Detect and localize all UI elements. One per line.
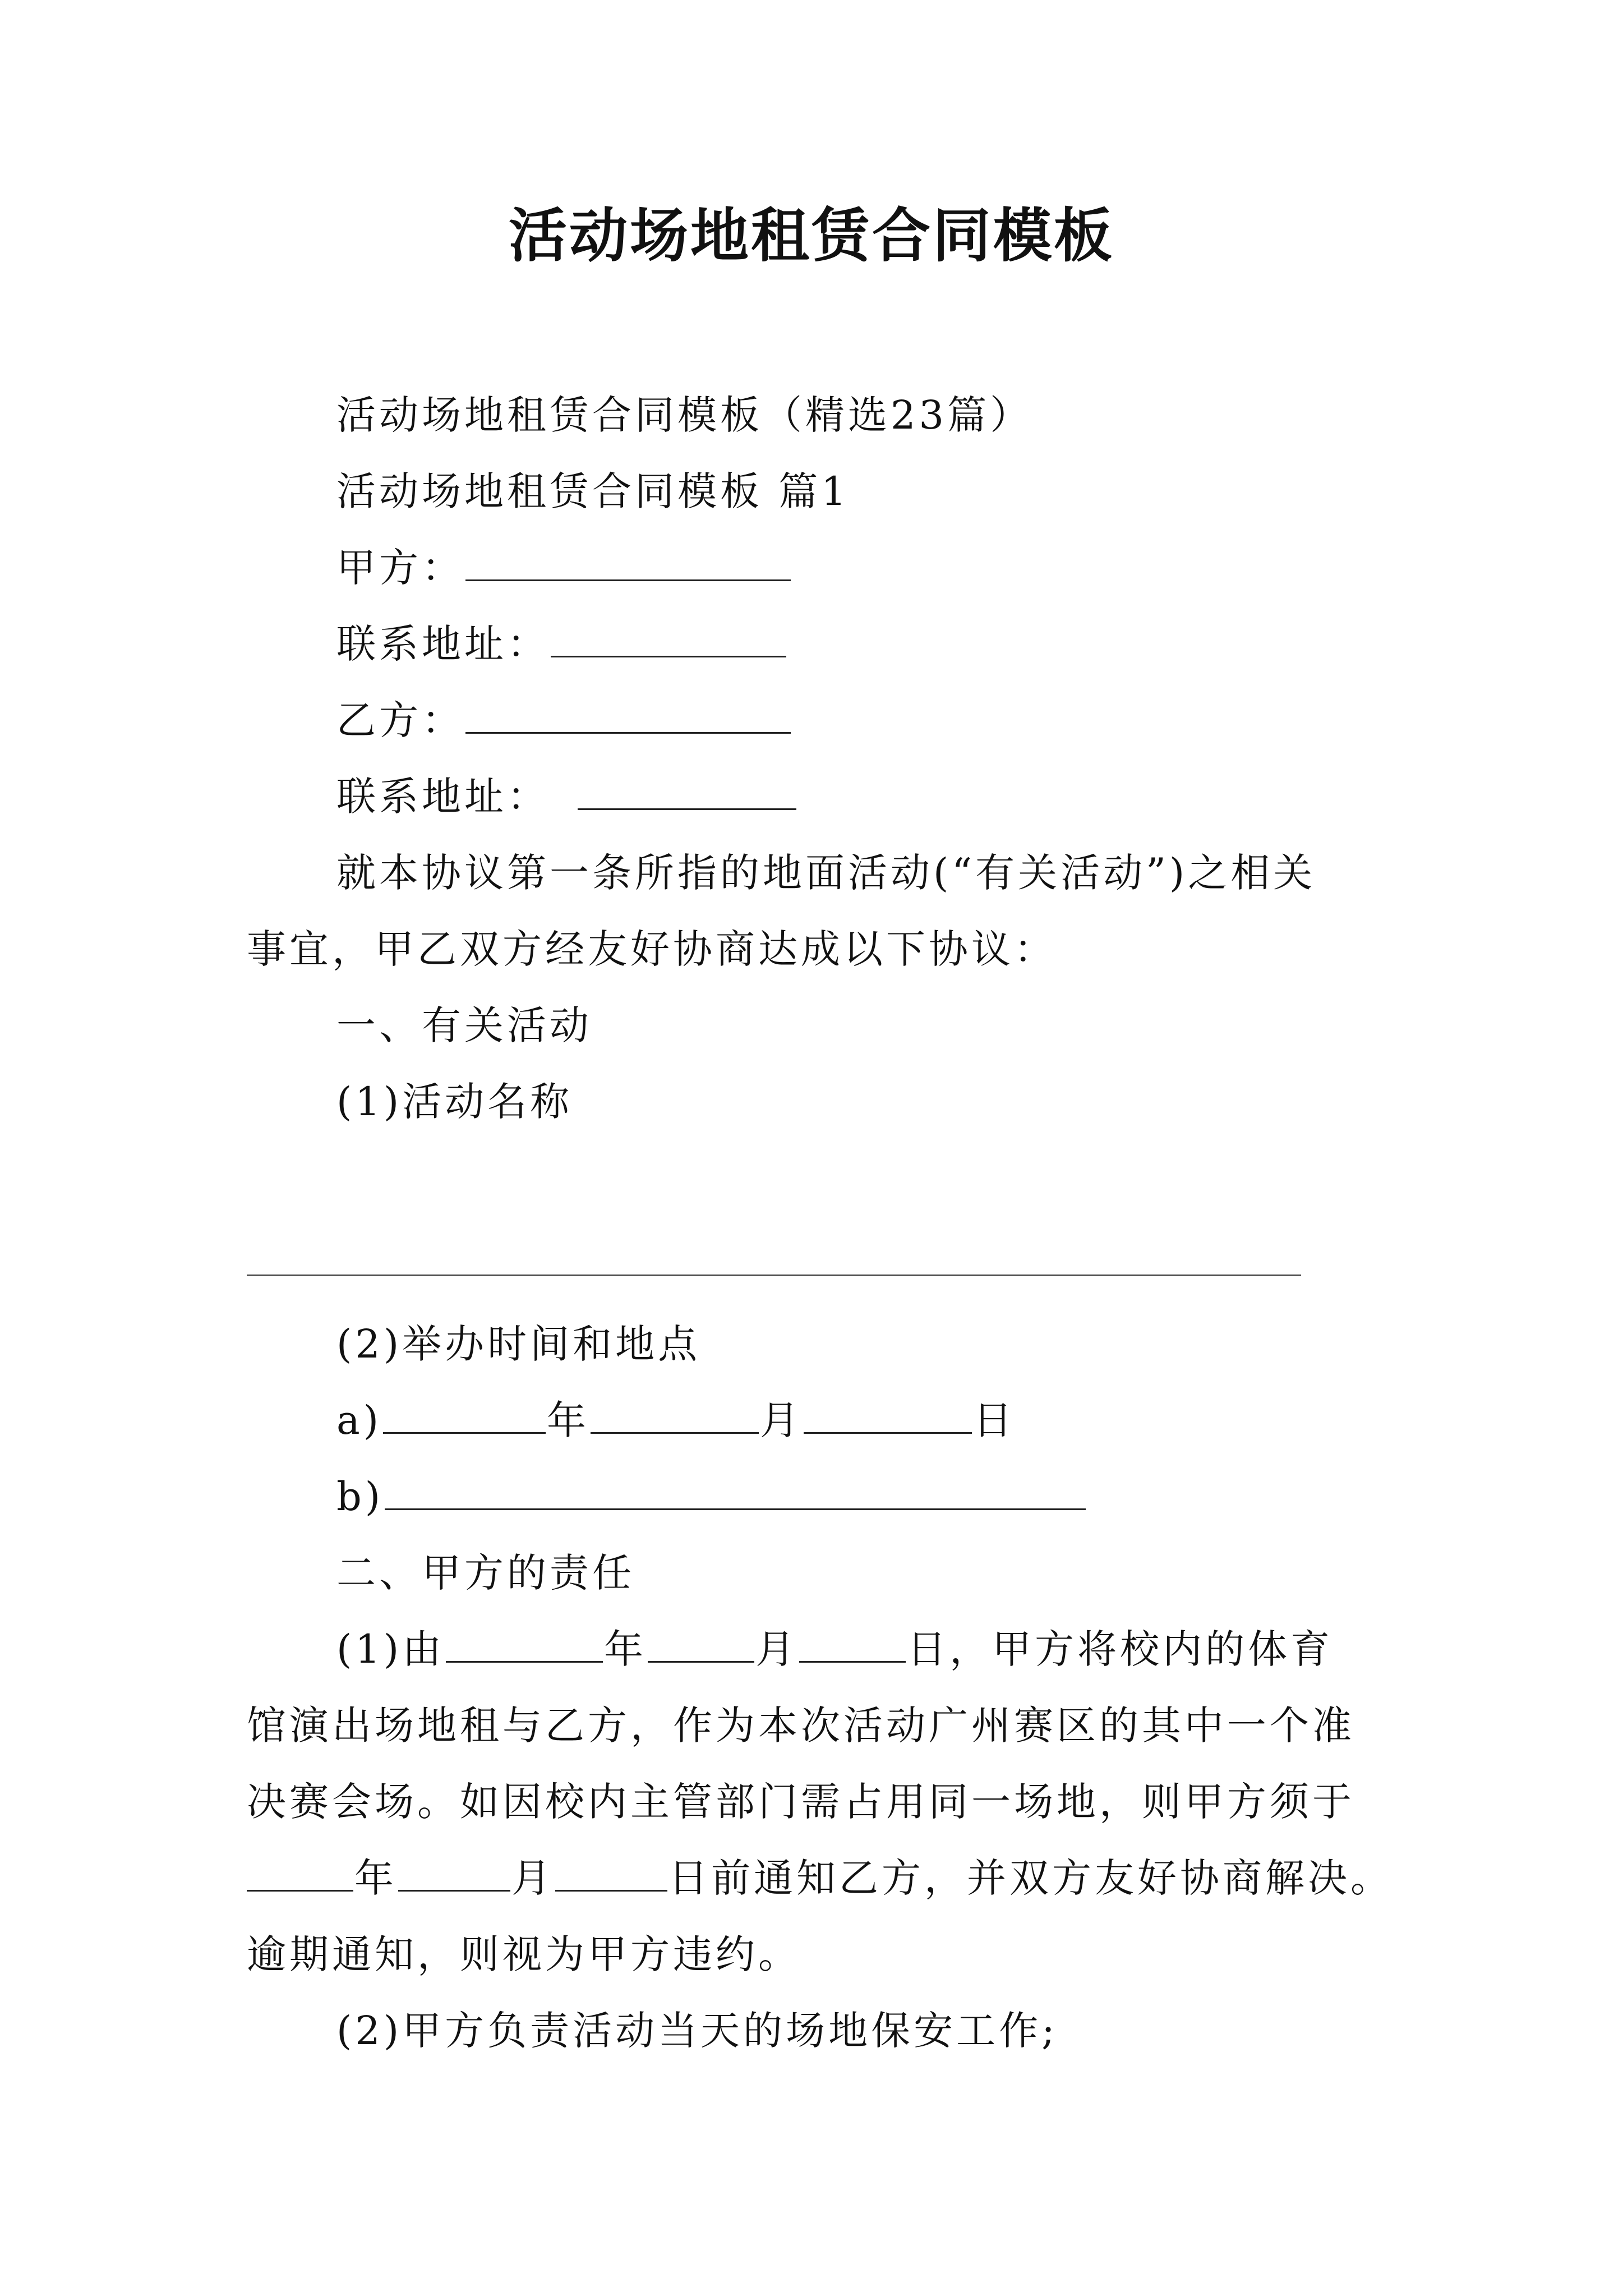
item-2-1-line-2: 馆演出场地租与乙方，作为本次活动广州赛区的其中一个准 bbox=[247, 1703, 1355, 1749]
party-b-blank bbox=[465, 693, 791, 734]
section-1-heading: 一、有关活动 bbox=[336, 1002, 592, 1048]
item-2-1-line-4-suffix: 日前通知乙方，并双方友好协商解决。 bbox=[668, 1855, 1393, 1901]
party-b-address-blank bbox=[578, 769, 796, 810]
document-title: 活动场地租赁合同模板 bbox=[508, 201, 1114, 270]
item-2-2: (2)甲方负责活动当天的场地保安工作; bbox=[336, 2008, 1058, 2054]
subtitle: 活动场地租赁合同模板（精选23篇） bbox=[336, 392, 1033, 438]
notice-month-blank bbox=[398, 1851, 510, 1892]
b-prefix: b) bbox=[336, 1474, 384, 1520]
address-label: 联系地址： bbox=[336, 621, 550, 667]
place-blank bbox=[385, 1469, 1086, 1510]
intro-line-1: 就本协议第一条所指的地面活动(“有关活动”)之相关 bbox=[336, 850, 1316, 896]
intro-line-2: 事宜，甲乙双方经友好协商达成以下协议： bbox=[247, 926, 1057, 972]
party-b-label: 乙方： bbox=[336, 697, 464, 743]
activity-name-blank-line bbox=[247, 1274, 1301, 1276]
start-day-blank bbox=[799, 1622, 906, 1663]
party-a-address-blank bbox=[551, 616, 786, 657]
item-2-1-line-4 bbox=[247, 1850, 1393, 1906]
section-2-heading: 二、甲方的责任 bbox=[336, 1550, 635, 1596]
party-a-address-line bbox=[336, 616, 787, 672]
notice-day-blank bbox=[555, 1851, 667, 1892]
day-label: 日 bbox=[973, 1397, 1016, 1443]
item-activity-name: (1)活动名称 bbox=[336, 1079, 573, 1125]
party-b-address-line bbox=[336, 769, 797, 825]
notice-month-label: 月 bbox=[511, 1855, 554, 1901]
party-a-label: 甲方： bbox=[336, 545, 464, 591]
day-blank bbox=[804, 1393, 972, 1434]
item-2-1-suffix: 日，甲方将校内的体育 bbox=[907, 1626, 1334, 1672]
notice-year-blank bbox=[247, 1851, 353, 1892]
date-line-a bbox=[336, 1392, 1016, 1448]
party-a-blank bbox=[465, 540, 791, 581]
start-month-blank bbox=[648, 1622, 754, 1663]
item-2-1-line-1 bbox=[336, 1621, 1333, 1677]
address-label-2: 联系地址： bbox=[336, 774, 550, 820]
month-blank bbox=[591, 1393, 759, 1434]
item-2-1-prefix: (1)由 bbox=[336, 1626, 445, 1672]
month-label: 月 bbox=[760, 1397, 803, 1443]
a-prefix: a) bbox=[336, 1397, 382, 1443]
item-time-place: (2)举办时间和地点 bbox=[336, 1321, 701, 1367]
party-a-line bbox=[336, 540, 792, 596]
notice-year-label: 年 bbox=[354, 1855, 397, 1901]
start-month-label: 月 bbox=[755, 1626, 799, 1672]
year-blank bbox=[383, 1393, 546, 1434]
item-2-1-line-5: 逾期通知，则视为甲方违约。 bbox=[247, 1931, 801, 1977]
start-year-label: 年 bbox=[604, 1626, 647, 1672]
start-year-blank bbox=[446, 1622, 603, 1663]
item-2-1-line-3: 决赛会场。如因校内主管部门需占用同一场地，则甲方须于 bbox=[247, 1779, 1355, 1825]
party-b-line bbox=[336, 692, 792, 748]
chapter-heading: 活动场地租赁合同模板 篇1 bbox=[336, 468, 850, 514]
year-label: 年 bbox=[547, 1397, 590, 1443]
place-line-b bbox=[336, 1469, 1087, 1525]
